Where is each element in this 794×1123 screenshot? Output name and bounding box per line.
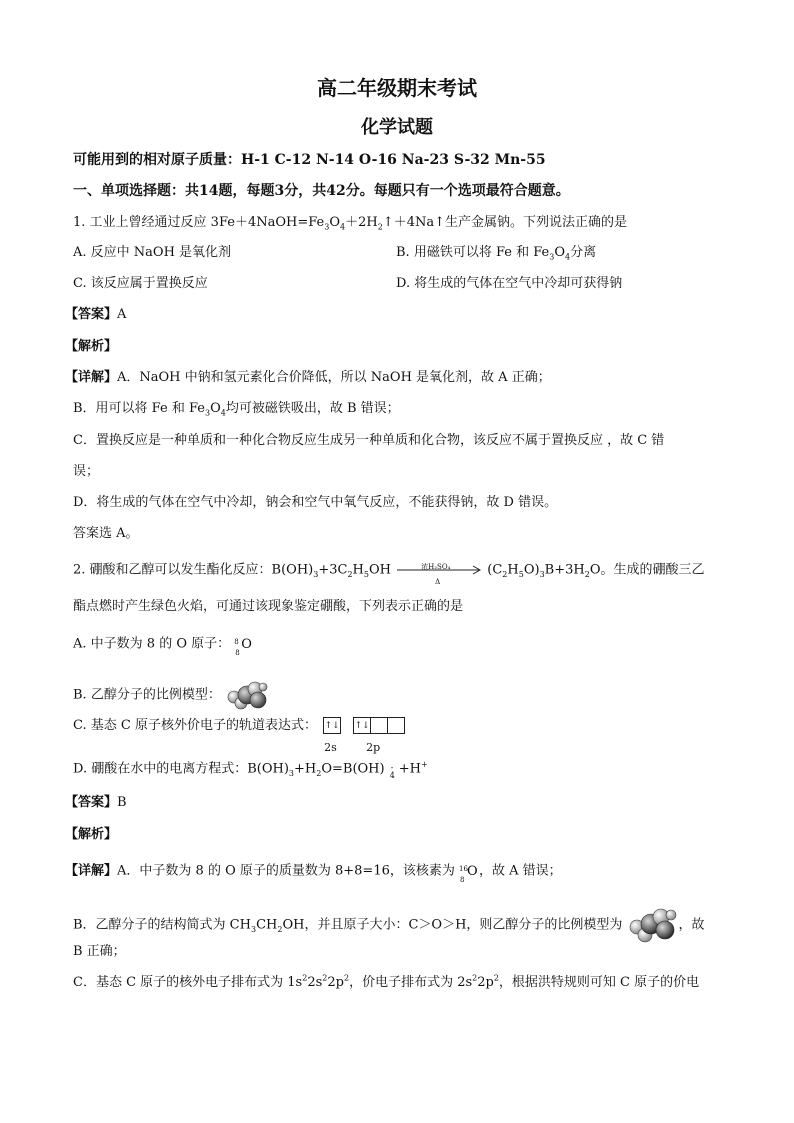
- q1-detail-c: C．置换反应是一种单质和一种化合物反应生成另一种单质和化合物，该反应不属于置换反应 ，故 C 错: [73, 433, 665, 448]
- q1-option-d: D. 将生成的气体在空气中冷却可获得钠: [396, 276, 623, 291]
- q1-analysis-label: 【解析】: [65, 339, 118, 354]
- q1-detail-c-cont: 误；: [73, 464, 100, 479]
- section-heading: 一、单项选择题：共14题，每题3分，共42分。每题只有一个选项最符合题意。: [73, 183, 570, 199]
- atomic-masses-line: 可能用到的相对原子质量：H-1 C-12 N-14 O-16 Na-23 S-32 Mn-55: [73, 152, 546, 168]
- orbital-2p-box-2: [370, 717, 388, 734]
- orbital-2p-box-3: [387, 717, 405, 734]
- arrow-heat: Δ: [435, 578, 441, 586]
- page-subtitle: 化学试题: [361, 117, 433, 138]
- orbital-2p-box-1: ↑↓: [353, 717, 371, 734]
- q2-answer: 【答案】B: [65, 795, 127, 810]
- orbital-2s-label: 2s: [324, 741, 337, 754]
- q2-detail-b: B．乙醇分子的结构简式为 $CH_3CH_2OH$，并且原子大小：C＞O＞H，则乙醇分子的比例模型为 ，故: [73, 905, 705, 945]
- page-title: 高二年级期末考试: [317, 76, 477, 100]
- q2-stem: 2. 硼酸和乙醇可以发生酯化反应：$B(OH)_3+3C_2H_5OH$ 浓H₂SO₄ Δ $(C_2H_5O)_3B+3H_2O$。生成的硼酸三乙: [73, 561, 704, 580]
- q2-option-b: B. 乙醇分子的比例模型：: [73, 677, 269, 713]
- arrow-catalyst: 浓H₂SO₄: [421, 563, 451, 571]
- q2-option-d: D. 硼酸在水中的电离方程式：$B(OH)_3+H_2O=B(OH)$ - 4 +H+: [73, 760, 428, 780]
- q1-detail-b: B．用可以将 Fe 和 $Fe_3O_4$均可被磁铁吸出，故 B 错误；: [73, 401, 400, 418]
- q1-option-b: B. 用磁铁可以将 Fe 和 $Fe_3O_4$分离: [396, 245, 597, 262]
- q1-stem: 1. 工业上曾经通过反应 $3Fe+4NaOH=Fe_3O_4+2H_2↑+4Na↑$生产金属钠。下列说法正确的是: [73, 215, 627, 232]
- q2-detail-c: C．基态 C 原子的核外电子排布式为 $1s^22s^22p^2$，价电子排布式为 $2s^22p^2$，根据洪特规则可知 C 原子的价电: [73, 973, 700, 990]
- nuclide-symbol-16: 16 8 O: [459, 864, 478, 884]
- orbital-2s-box: ↑↓: [323, 717, 341, 734]
- q2-analysis-label: 【解析】: [65, 827, 118, 842]
- reaction-arrow: [395, 561, 483, 586]
- orbital-diagram: [321, 717, 421, 754]
- q1-option-c: C. 该反应属于置换反应: [73, 276, 208, 291]
- orbital-2p-label: 2p: [366, 741, 381, 754]
- q2-detail-a: 【详解】A．中子数为 8 的 O 原子的质量数为 8+8=16，该核素为 16 8 O ，故 A 错误；: [65, 863, 562, 884]
- ethanol-model-large-icon: [627, 905, 679, 945]
- q1-detail-a: 【详解】A．NaOH 中钠和氢元素化合价降低，所以 NaOH 是氧化剂，故 A 正确；: [65, 370, 551, 385]
- q1-option-a: A. 反应中 NaOH 是氧化剂: [73, 245, 232, 260]
- q2-option-a: A. 中子数为 8 的 O 原子： 8 8 O: [73, 636, 252, 657]
- nuclide-symbol: 8 8 O: [234, 637, 252, 657]
- q2-option-c: C. 基态 C 原子核外价电子的轨道表达式： ↑↓ ↑↓ 2s 2p: [73, 717, 421, 751]
- q1-answer: 【答案】A: [65, 307, 127, 322]
- q1-detail-d: D．将生成的气体在空气中冷却，钠会和空气中氧气反应，不能获得钠，故 D 错误。: [73, 495, 558, 510]
- q1-conclusion: 答案选 A。: [73, 526, 139, 541]
- q2-detail-b-cont: B 正确；: [73, 944, 126, 959]
- ethanol-space-filling-model-icon: [225, 677, 269, 713]
- q2-stem-cont: 酯点燃时产生绿色火焰，可通过该现象鉴定硼酸，下列表示正确的是: [73, 599, 464, 614]
